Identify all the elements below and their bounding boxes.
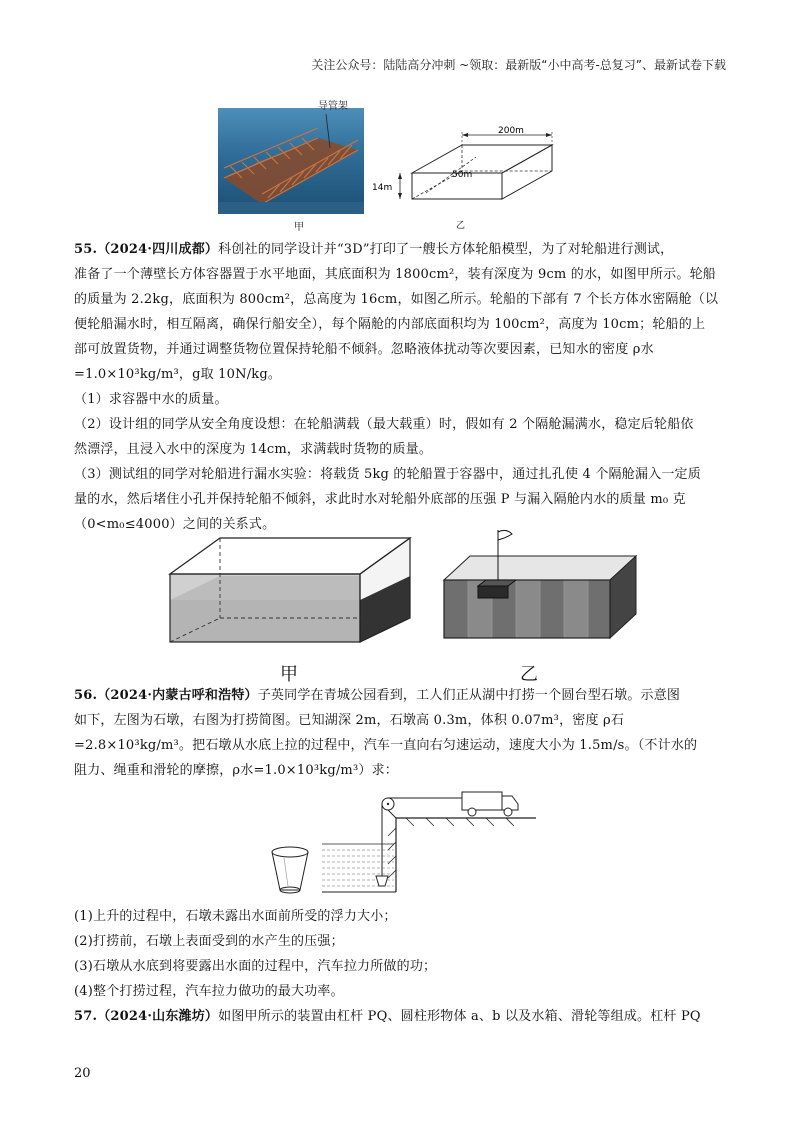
- q56-text-2: 如下，左图为石墩，右图为打捞简图。已知湖深 2m，石墩高 0.3m，体积 0.07m³，密度 ρ石: [74, 713, 625, 728]
- q55-text-1: 科创社的同学设计并“3D”打印了一艘长方体轮船模型，为了对轮船进行测试，: [218, 242, 674, 257]
- container-diagram-jia: [160, 528, 420, 652]
- q56-text-1: 子英同学在青城公园看到，工人们正从湖中打捞一个圆台型石墩。示意图: [257, 688, 681, 703]
- q57-line-1: [74, 1008, 701, 1026]
- q56-question-4: (4)整个打捞过程，汽车拉力做功的最大功率。: [74, 984, 344, 999]
- q56-source: （2024·内蒙古呼和浩特）: [97, 688, 258, 703]
- jacket-photo: [218, 108, 364, 214]
- fig-label-yi-top: 乙: [456, 221, 466, 231]
- q55-sub-2a: （2）设计组的同学从安全角度设想：在轮船满载（最大载重）时，假如有 2 个隔舱漏满水，稳定后轮船依: [74, 417, 694, 432]
- q56-question-1: (1)上升的过程中，石墩未露出水面前所受的浮力大小；: [74, 909, 397, 924]
- fig-label-jia-top: 甲: [294, 222, 304, 233]
- q55-text-4: 便轮船漏水时，相互隔离，确保行船安全），每个隔舱的内部底面积均为 100cm²，高度为 10cm；轮船的上: [74, 317, 706, 332]
- q55-source: （2024·四川成都）: [97, 242, 219, 257]
- q56-text-3: =2.8×10³kg/m³。把石墩从水底上拉的过程中，汽车一直向右匀速运动，速度大小为 1.5m/s。（不计水的: [74, 738, 698, 753]
- q55-sub-2b: 然漂浮，且浸入水中的深度为 14cm，求满载时货物的质量。: [74, 442, 433, 457]
- page-header: 关注公众号：陆陆高分冲刺 ~领取：最新版“小中高考-总复习”、最新试卷下载: [311, 58, 726, 72]
- salvage-diagram: [266, 782, 556, 896]
- box-dimension-diagram: [370, 125, 590, 225]
- q55-text-3: 的质量为 2.2kg，底面积为 800cm²，总高度为 16cm，如图乙所示。轮船的下部有 7 个长方体水密隔舱（以: [74, 292, 719, 307]
- q56-question-2: (2)打捞前，石墩上表面受到的水产生的压强；: [74, 934, 344, 949]
- page-number: 20: [74, 1066, 91, 1081]
- q55-text-6: =1.0×10³kg/m³，g取 10N/kg。: [74, 367, 282, 382]
- jacket-structure-graphic: [218, 108, 364, 214]
- q55-text-2: 准备了一个薄壁长方体容器置于水平地面，其底面积为 1800cm²，装有深度为 9cm 的水，如图甲所示。轮船: [74, 267, 716, 282]
- q55-sub-1: （1）求容器中水的质量。: [74, 392, 228, 407]
- q56-line-1: [74, 687, 680, 705]
- fig-label-yi: 乙: [520, 664, 538, 685]
- q56-number: 56.: [74, 688, 98, 703]
- q57-text: 如图甲所示的装置由杠杆 PQ、圆柱形物体 a、b 以及水箱、滑轮等组成。杠杆 PQ: [218, 1009, 701, 1024]
- dim-height-label: 14m: [372, 183, 393, 193]
- ship-diagram-yi: [440, 528, 640, 652]
- q57-number: 57.: [74, 1009, 98, 1024]
- dim-length-label: 200m: [498, 126, 524, 136]
- q55-line-1: [74, 241, 673, 259]
- q55-sub-3b: 量的水，然后堵住小孔并保持轮船不倾斜，求此时水对轮船外底部的压强 P 与漏入隔舱内水的质量 m₀ 克: [74, 492, 686, 507]
- q56-question-3: (3)石墩从水底到将要露出水面的过程中，汽车拉力所做的功；: [74, 959, 437, 974]
- photo-label-guide: 导管架: [318, 101, 348, 112]
- q55-sub-3c: （0<m₀≤4000）之间的关系式。: [74, 517, 276, 532]
- q55-text-5: 部可放置货物，并通过调整货物位置保持轮船不倾斜。忽略液体扰动等次要因素，已知水的密度 ρ水: [74, 342, 654, 357]
- fig-label-jia: 甲: [280, 664, 298, 685]
- q55-number: 55.: [74, 242, 98, 257]
- q57-source: （2024·山东潍坊）: [97, 1009, 219, 1024]
- dim-width-label: 50m: [452, 170, 473, 180]
- q55-sub-3a: （3）测试组的同学对轮船进行漏水实验：将载货 5kg 的轮船置于容器中，通过扎孔使 4 个隔舱漏入一定质: [74, 467, 701, 482]
- q56-text-4: 阻力、绳重和滑轮的摩擦，ρ水=1.0×10³kg/m³）求：: [74, 763, 398, 778]
